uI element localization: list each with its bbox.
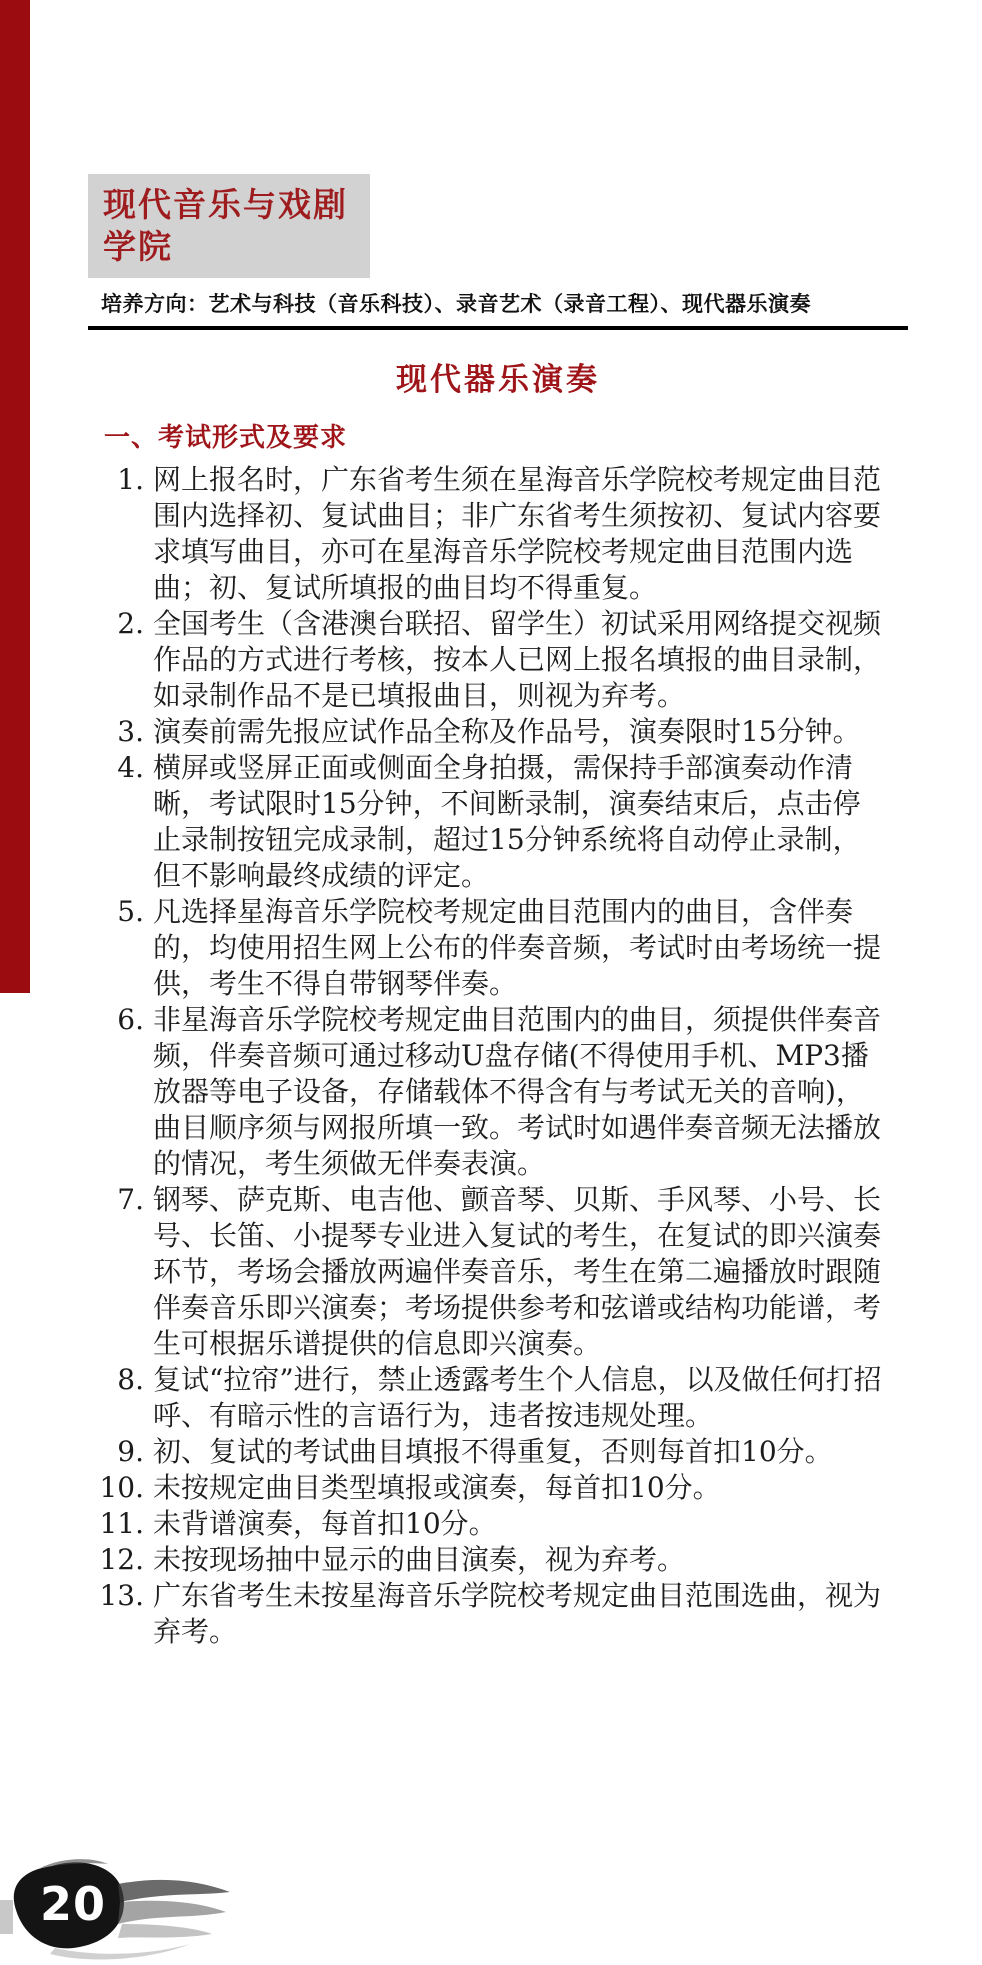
item-text: 全国考生（含港澳台联招、留学生）初试采用网络提交视频作品的方式进行考核，按本人已网上报名填报的曲目录制，如录制作品不是已填报曲目，则视为弃考。 [153,607,882,712]
list-item [88,1578,888,1650]
item-number: 11. [99,1507,144,1540]
list-item [88,1182,888,1362]
item-text: 横屏或竖屏正面或侧面全身拍摄，需保持手部演奏动作清晰，考试限时15分钟，不间断录制，演奏结束后，点击停止录制按钮完成录制，超过15分钟系统将自动停止录制，但不影响最终成绩的评定。 [153,751,861,892]
item-number: 13. [99,1579,144,1612]
item-text: 复试“拉帘”进行，禁止透露考生个人信息，以及做任何打招呼、有暗示性的言语行为，违者按违规处理。 [153,1363,882,1432]
list-item [88,1362,888,1434]
section-title: 现代器乐演奏 [396,362,600,398]
list-item [88,1434,888,1470]
ink-streak-1 [118,1880,230,1902]
item-text: 网上报名时，广东省考生须在星海音乐学院校考规定曲目范围内选择初、复试曲目；非广东省考生须按初、复试内容要求填写曲目，亦可在星海音乐学院校考规定曲目范围内选曲；初、复试所填报的曲目均不得重复。 [153,463,882,604]
item-number: 10. [99,1471,144,1504]
item-number: 6. [117,1003,144,1036]
page-number: 20 [40,1877,107,1931]
ink-streak-2 [118,1901,226,1924]
list-item [88,894,888,1002]
requirements-heading: 一、考试形式及要求 [104,423,348,453]
red-accent-bar [0,0,30,993]
item-text: 初、复试的考试曲目填报不得重复，否则每首扣10分。 [153,1435,833,1468]
college-title: 现代音乐与戏剧学院 [88,174,370,278]
item-number: 7. [117,1183,144,1216]
item-text: 未背谱演奏，每首扣10分。 [153,1507,497,1540]
item-number: 1. [117,463,144,496]
header-rule [88,326,908,330]
item-text: 演奏前需先报应试作品全称及作品号，演奏限时15分钟。 [153,715,861,748]
item-number: 8. [117,1363,144,1396]
list-item [88,1002,888,1182]
item-text: 凡选择星海音乐学院校考规定曲目范围内的曲目，含伴奏的，均使用招生网上公布的伴奏音频，考试时由考场统一提供，考生不得自带钢琴伴奏。 [153,895,882,1000]
ink-streak-3 [118,1924,212,1938]
list-item [88,1542,888,1578]
item-text: 非星海音乐学院校考规定曲目范围内的曲目，须提供伴奏音频，伴奏音频可通过移动U盘存储(不得使用手机、MP3播放器等电子设备，存储载体不得含有与考试无关的音响)，曲目顺序须与网报所填一致。考试时如遇伴奏音频无法播放的情况，考生须做无伴奏表演。 [153,1003,882,1180]
item-number: 9. [117,1435,144,1468]
list-item [88,1470,888,1506]
list-item [88,750,888,894]
ink-brush-stroke [0,1838,250,1965]
requirements-list [88,462,888,1650]
list-item [88,606,888,714]
item-number: 3. [117,715,144,748]
item-number: 2. [117,607,144,640]
item-number: 12. [99,1543,144,1576]
item-text: 广东省考生未按星海音乐学院校考规定曲目范围选曲，视为弃考。 [153,1579,882,1648]
item-text: 未按现场抽中显示的曲目演奏，视为弃考。 [153,1543,686,1576]
page-content [88,174,908,1650]
ink-smudge-left [0,1900,13,1934]
item-text: 未按规定曲目类型填报或演奏，每首扣10分。 [153,1471,721,1504]
list-item [88,714,888,750]
item-number: 4. [117,751,144,784]
list-item [88,1506,888,1542]
item-number: 5. [117,895,144,928]
list-item [88,462,888,606]
item-text: 钢琴、萨克斯、电吉他、颤音琴、贝斯、手风琴、小号、长号、长笛、小提琴专业进入复试的考生，在复试的即兴演奏环节，考场会播放两遍伴奏音乐，考生在第二遍播放时跟随伴奏音乐即兴演奏；考场提供参考和弦谱或结构功能谱，考生可根据乐谱提供的信息即兴演奏。 [153,1183,882,1360]
direction-line: 培养方向：艺术与科技（音乐科技）、录音艺术（录音工程）、现代器乐演奏 [101,291,811,316]
